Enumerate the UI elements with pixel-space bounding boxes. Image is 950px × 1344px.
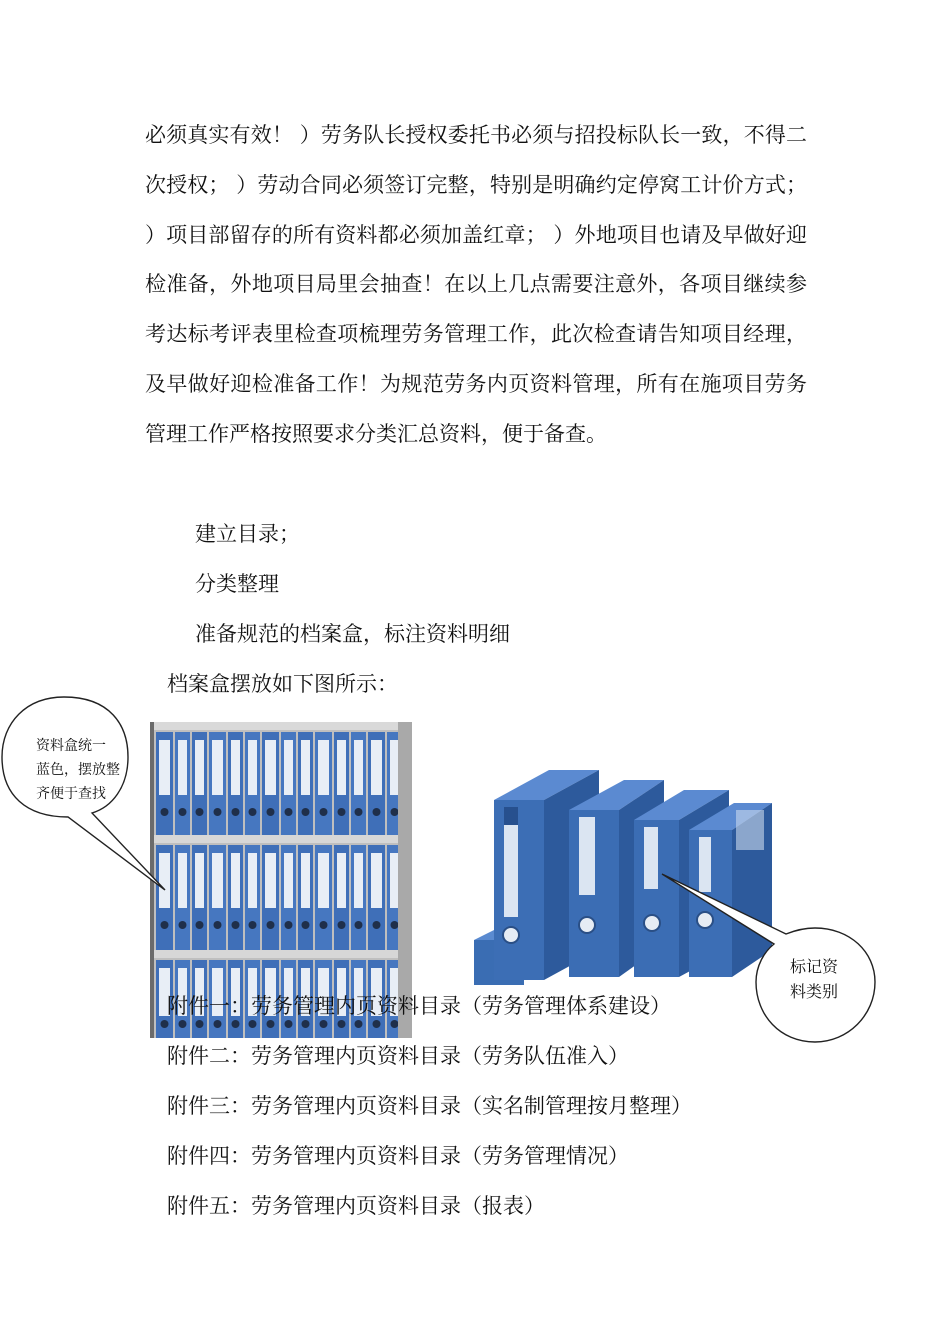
binder-label [301, 740, 310, 795]
binder-finger-hole [373, 1020, 381, 1028]
binder-label [231, 740, 240, 795]
callout-right-line: 料类别 [790, 982, 839, 1001]
callout-left-text [36, 734, 120, 806]
binder-finger-hole [391, 808, 399, 816]
binder-finger-hole [320, 921, 328, 929]
binder-label [248, 740, 257, 795]
binder-label [265, 853, 276, 908]
binder-finger-hole [249, 921, 257, 929]
shelf-photo [150, 722, 412, 1038]
binder-finger-hole [196, 1020, 204, 1028]
binder-label [390, 853, 399, 908]
binder-label [354, 853, 363, 908]
binder-finger-hole [249, 1020, 257, 1028]
binder-label [354, 740, 363, 795]
binder-finger-hole [355, 921, 363, 929]
annex-1: 附件一：劳务管理内页资料目录（劳务管理体系建设） [167, 994, 671, 1018]
binder-label [212, 853, 223, 908]
binder-label [284, 853, 293, 908]
binder-label [337, 740, 346, 795]
binder-finger-hole [196, 808, 204, 816]
binder-label [284, 740, 293, 795]
binder-finger-hole [338, 808, 346, 816]
binder-finger-hole [302, 808, 310, 816]
binder-label [195, 740, 204, 795]
callout-left-line: 蓝色，摆放整 [36, 762, 120, 778]
binder-finger-hole [196, 921, 204, 929]
binder-finger-hole [179, 1020, 187, 1028]
binder-finger-hole [267, 808, 275, 816]
callout-right-line: 标记资 [790, 957, 839, 976]
binder-label [231, 853, 240, 908]
binder-label [318, 853, 329, 908]
binder-finger-hole [161, 921, 169, 929]
binder-finger-hole [338, 921, 346, 929]
binder-finger-hole [391, 921, 399, 929]
binder-label [265, 740, 276, 795]
binder-finger-hole [355, 1020, 363, 1028]
binder-finger-hole [373, 808, 381, 816]
figure-intro: 档案盒摆放如下图所示： [167, 672, 398, 696]
binder-finger-hole [391, 1020, 399, 1028]
binder-finger-hole [285, 1020, 293, 1028]
step-3: 准备规范的档案盒，标注资料明细 [195, 622, 510, 646]
binder-finger-hole [302, 1020, 310, 1028]
binder-label [195, 853, 204, 908]
step-2: 分类整理 [195, 572, 279, 596]
binder-finger-hole [320, 808, 328, 816]
binder-label [337, 853, 346, 908]
binder-label [212, 740, 223, 795]
binder-finger-hole [373, 921, 381, 929]
binder-finger-hole [320, 1020, 328, 1028]
step-1: 建立目录； [195, 522, 300, 546]
binder-finger-hole [355, 808, 363, 816]
body-paragraph: 必须真实有效！ ）劳务队长授权委托书必须与招投标队长一致，不得二次授权； ）劳动合同必须签订完整，特别是明确约定停窝工计价方式； ）项目部留存的所有资料都必须加盖红章； ）外地项目也请及早做好迎检准备，外地项目局里会抽查！在以上几点需要注意外，各项目继续参考达标考评表里检查项梳理劳务管理工作，此次检查请告知项目经理，及早做好迎检准备工作！为规范劳务内页资料管理，所有在施项目劳务管理工作严格按照要求分类汇总资料，便于备查。 [145, 123, 807, 446]
binder-label [371, 853, 382, 908]
callout-right-text [790, 954, 838, 1004]
callout-left-line: 齐便于查找 [36, 786, 106, 802]
binder-finger-hole [302, 921, 310, 929]
binder-finger-hole [267, 1020, 275, 1028]
binder-finger-hole [232, 921, 240, 929]
callout-left-line: 资料盒统一 [36, 738, 106, 754]
binder-finger-hole [267, 921, 275, 929]
binder-finger-hole [214, 808, 222, 816]
binder-finger-hole [338, 1020, 346, 1028]
binder-label [318, 740, 329, 795]
binder-label [390, 740, 399, 795]
binder-label [248, 853, 257, 908]
annex-5: 附件五：劳务管理内页资料目录（报表） [167, 1194, 545, 1218]
annex-3: 附件三：劳务管理内页资料目录（实名制管理按月整理） [167, 1094, 692, 1118]
binder-finger-hole [285, 921, 293, 929]
binder-finger-hole [214, 1020, 222, 1028]
binder-finger-hole [179, 921, 187, 929]
binder-label [371, 740, 382, 795]
annex-4: 附件四：劳务管理内页资料目录（劳务管理情况） [167, 1144, 629, 1168]
binder-finger-hole [249, 808, 257, 816]
binder-finger-hole [285, 808, 293, 816]
binder-finger-hole [214, 921, 222, 929]
binder-label [301, 853, 310, 908]
binder-finger-hole [232, 1020, 240, 1028]
callout-bubble-right [660, 860, 880, 1050]
binder-finger-hole [232, 808, 240, 816]
annex-2: 附件二：劳务管理内页资料目录（劳务队伍准入） [167, 1044, 629, 1068]
binder-finger-hole [161, 1020, 169, 1028]
